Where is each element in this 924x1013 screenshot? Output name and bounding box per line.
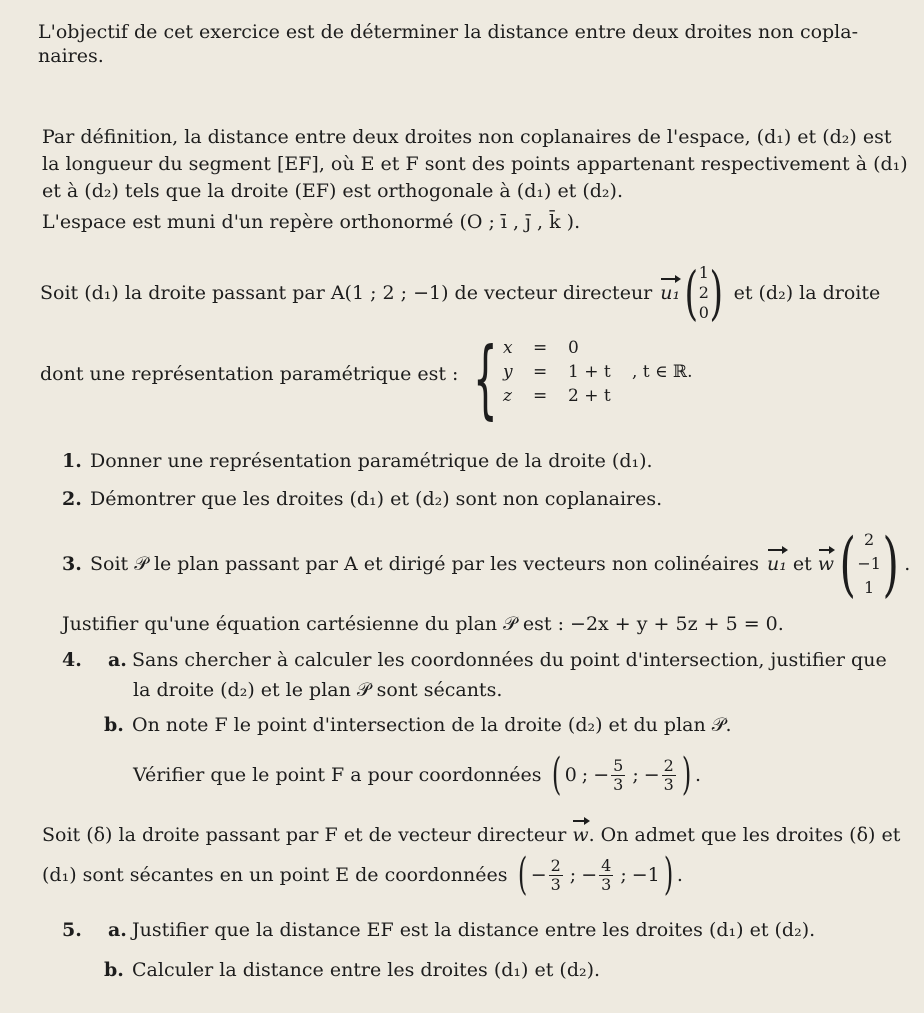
frame-intro: L'espace est muni d'un repère orthonormé bbox=[42, 211, 454, 233]
definition-line-1: Par définition, la distance entre deux droites non coplanaires de l'espace, (d₁) et (d₂) est bbox=[42, 126, 892, 148]
question-5a bbox=[62, 918, 815, 942]
delta-intro: Soit (δ) la droite passant par F et de vecteur directeur bbox=[42, 824, 567, 846]
u1-x: 1 bbox=[698, 263, 709, 282]
frame-line bbox=[42, 210, 580, 234]
question-3-line-2: Justifier qu'une équation cartésienne du plan 𝒫 est : −2x + y + 5z + 5 = 0. bbox=[62, 613, 784, 635]
delta-E-intro: (d₁) sont sécantes en un point E de coordonnées bbox=[42, 864, 508, 886]
question-4b-text: On note F le point d'intersection de la droite (d₂) et du plan 𝒫. bbox=[132, 714, 732, 736]
question-4a bbox=[62, 648, 887, 672]
question-5-number: 5. bbox=[62, 919, 82, 941]
E-x-fraction: $\frac{2}{3}$ bbox=[550, 855, 561, 894]
d1-intro: Soit (d₁) la droite passant par A(1 ; 2 ; −1) de vecteur directeur bbox=[40, 282, 653, 304]
system-brace: { bbox=[473, 329, 498, 429]
w-y: −1 bbox=[857, 554, 881, 573]
system-domain: , t ∈ ℝ. bbox=[632, 362, 693, 382]
w-z: 1 bbox=[864, 578, 875, 597]
system-row-z: z = 2 + t bbox=[503, 386, 611, 406]
question-5b-label: b. bbox=[104, 959, 124, 981]
u1-vector: ( 1 2 0 ) bbox=[684, 259, 724, 327]
u1-y: 2 bbox=[698, 283, 709, 302]
w-x: 2 bbox=[864, 530, 875, 549]
question-2 bbox=[62, 487, 662, 511]
u1-vector-name: u₁ bbox=[660, 282, 681, 304]
F-x: 0 bbox=[564, 764, 577, 786]
question-4-number: 4. bbox=[62, 649, 82, 671]
q3-end: . bbox=[904, 553, 911, 575]
q3-w-name: w bbox=[817, 553, 835, 575]
d1-tail: et (d₂) la droite bbox=[733, 282, 881, 304]
F-y-fraction: $\frac{5}{3}$ bbox=[613, 755, 624, 794]
d2-intro: dont une représentation paramétrique est : bbox=[40, 363, 459, 385]
E-y-fraction: $\frac{4}{3}$ bbox=[601, 855, 612, 894]
q3-u1-name: u₁ bbox=[767, 553, 787, 575]
question-2-number: 2. bbox=[62, 488, 82, 510]
intro-line-1: L'objectif de cet exercice est de déterminer la distance entre deux droites non copla- bbox=[38, 21, 859, 43]
system-row-y: y = 1 + t , t ∈ ℝ. bbox=[503, 362, 693, 382]
question-5b bbox=[104, 958, 600, 982]
definition-line-2: la longueur du segment [EF], où E et F sont des points appartenant respectivement à (d₁) bbox=[42, 153, 908, 175]
u1-z: 0 bbox=[698, 303, 709, 322]
F-z-fraction: $\frac{2}{3}$ bbox=[663, 755, 674, 794]
delta-line-1 bbox=[42, 823, 900, 847]
question-4a-label: a. bbox=[108, 649, 127, 671]
d1-definition bbox=[40, 253, 880, 333]
w-vector: ( 2 −1 1 ) bbox=[839, 523, 899, 605]
delta-line-1-end: . On admet que les droites (δ) et bbox=[588, 824, 901, 846]
frame-notation: (O ; ī , j̄ , k̄ ). bbox=[459, 211, 581, 233]
delta-w-name: w bbox=[572, 824, 589, 846]
question-5a-text: Justifier que la distance EF est la distance entre les droites (d₁) et (d₂). bbox=[132, 919, 816, 941]
question-5b-text: Calculer la distance entre les droites (d₁) et (d₂). bbox=[132, 959, 601, 981]
question-4b-label: b. bbox=[104, 714, 124, 736]
question-4a-text: Sans chercher à calculer les coordonnées du point d'intersection, justifier que bbox=[132, 649, 887, 671]
question-4b-verify: Vérifier que le point F a pour coordonnées bbox=[133, 764, 542, 786]
intro-line-2: naires. bbox=[38, 45, 104, 67]
question-1-number: 1. bbox=[62, 450, 82, 472]
question-1 bbox=[62, 449, 653, 473]
question-3-number: 3. bbox=[62, 553, 82, 575]
question-3-text: Soit 𝒫 le plan passant par A et dirigé par les vecteurs non colinéaires bbox=[90, 553, 759, 575]
definition-line-3: et à (d₂) tels que la droite (EF) est orthogonale à (d₁) et (d₂). bbox=[42, 180, 624, 202]
delta-line-2: (d₁) sont sécantes en un point E de coordonnées ( − $\frac{2}{3}$ ; − $\frac{4}{3}$ ; −1 ) . bbox=[42, 849, 683, 900]
question-3 bbox=[62, 522, 910, 606]
system-row-x: x = 0 bbox=[503, 338, 579, 358]
question-4a-line-2: la droite (d₂) et le plan 𝒫 sont sécants. bbox=[133, 679, 503, 701]
question-1-text: Donner une représentation paramétrique de la droite (d₁). bbox=[90, 450, 653, 472]
question-5a-label: a. bbox=[108, 919, 127, 941]
q3-and: et bbox=[792, 553, 812, 575]
question-4b bbox=[104, 713, 732, 737]
question-4b-line-2: Vérifier que le point F a pour coordonnées ( 0 ; − $\frac{5}{3}$ ; − $\frac{2}{3}$ ) . bbox=[133, 749, 702, 800]
E-z: −1 bbox=[631, 864, 660, 886]
question-2-text: Démontrer que les droites (d₁) et (d₂) sont non coplanaires. bbox=[90, 488, 663, 510]
